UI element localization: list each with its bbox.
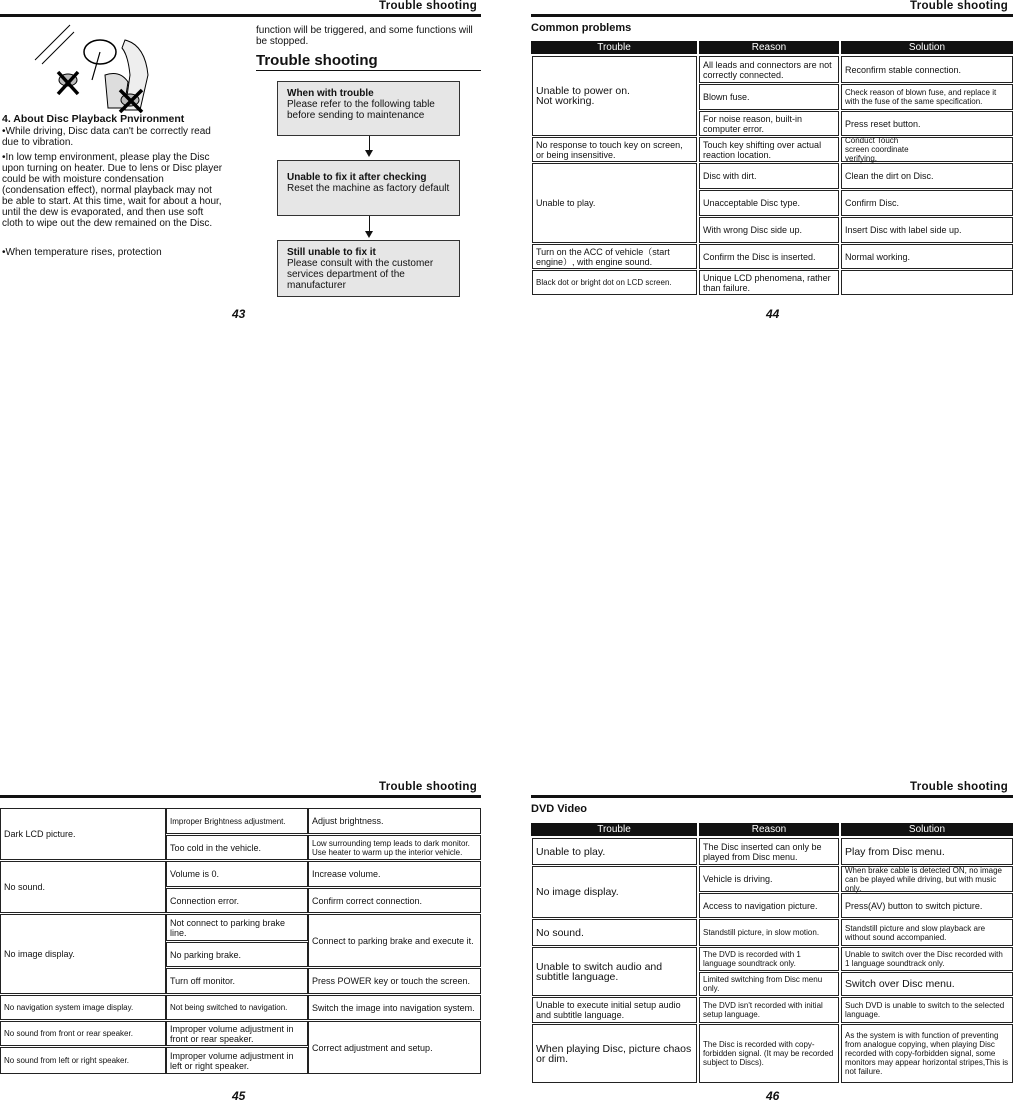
solution-cell: Such DVD is unable to switch to the selected language. — [841, 997, 1013, 1023]
solution-cell: Check reason of blown fuse, and replace it with the fuse of the same specification. — [841, 84, 1013, 110]
trouble-cell: Unable to switch audio and subtitle language. — [532, 947, 697, 996]
section-title: 4. About Disc Playback Pnvironment — [2, 113, 185, 125]
reason-cell: Blown fuse. — [699, 84, 839, 110]
trouble-cell: Dark LCD picture. — [0, 808, 166, 860]
reason-cell: The DVD isn't recorded with initial setup language. — [699, 997, 839, 1023]
trouble-cell: No sound from left or right speaker. — [0, 1047, 166, 1074]
solution-cell: Switch the image into navigation system. — [308, 995, 481, 1020]
reason-cell: Improper volume adjustment in front or rear speaker. — [166, 1021, 308, 1046]
header-title: Trouble shooting — [379, 781, 478, 793]
solution-cell: Standstill picture and slow playback are without sound accompanied. — [841, 919, 1013, 946]
solution-cell: When brake cable is detected ON, no image can be played while driving, but with music only. — [841, 866, 1013, 892]
header-title: Trouble shooting — [910, 0, 1009, 12]
solution-cell: Confirm correct connection. — [308, 888, 481, 913]
solution-cell: Low surrounding temp leads to dark monitor. Use heater to warm up the interior vehicle. — [308, 835, 481, 860]
bullet-text: •When temperature rises, protection — [2, 247, 162, 258]
flow-step — [277, 160, 460, 216]
page-number: 46 — [766, 1089, 780, 1103]
solution-cell: Reconfirm stable connection. — [841, 56, 1013, 83]
reason-cell: Improper volume adjustment in left or right speaker. — [166, 1047, 308, 1074]
flow-arrow — [369, 216, 370, 232]
flow-step-title: Still unable to fix it — [287, 247, 376, 258]
table-title: Common problems — [531, 22, 632, 34]
reason-cell: Disc with dirt. — [699, 163, 839, 189]
flow-arrow — [369, 136, 370, 151]
trouble-cell: No response to touch key on screen, or being insensitive. — [532, 137, 697, 162]
reason-cell: Access to navigation picture. — [699, 893, 839, 918]
car-interior-illustration — [30, 20, 165, 115]
reason-cell: Confirm the Disc is inserted. — [699, 244, 839, 269]
column-header: Reason — [699, 41, 839, 54]
solution-cell: Press reset button. — [841, 111, 1013, 136]
reason-cell: Unacceptable Disc type. — [699, 190, 839, 216]
trouble-cell: Unable to play. — [532, 163, 697, 243]
reason-cell: Not being switched to navigation. — [166, 995, 308, 1020]
trouble-cell: Unable to execute initial setup audio and subtitle language. — [532, 997, 697, 1023]
reason-cell: With wrong Disc side up. — [699, 217, 839, 243]
table-title: DVD Video — [531, 803, 588, 815]
solution-cell: Clean the dirt on Disc. — [841, 163, 1013, 189]
header-rule — [0, 795, 481, 798]
reason-cell: All leads and connectors are not correctly connected. — [699, 56, 839, 83]
solution-cell: Adjust brightness. — [308, 808, 481, 834]
column-header: Solution — [841, 823, 1013, 836]
reason-cell: Not connect to parking brake line. — [166, 914, 308, 941]
solution-cell: Switch over Disc menu. — [841, 972, 1013, 996]
trouble-cell: Turn on the ACC of vehicle（start engine）, with engine sound. — [532, 244, 697, 269]
trouble-cell: Black dot or bright dot on LCD screen. — [532, 270, 697, 295]
header-title: Trouble shooting — [910, 781, 1009, 793]
header-title: Trouble shooting — [379, 0, 478, 12]
header-rule — [531, 795, 1013, 798]
reason-cell: For noise reason, built-in computer error. — [699, 111, 839, 136]
header-rule — [0, 14, 481, 17]
solution-cell: Conduct Touch screen coordinate verifying. — [841, 137, 1013, 162]
continued-text: function will be triggered, and some functions will be stopped. — [256, 25, 473, 47]
solution-cell: Press POWER key or touch the screen. — [308, 968, 481, 994]
page-number: 43 — [232, 307, 246, 321]
page-number: 45 — [232, 1089, 246, 1103]
reason-cell: Volume is 0. — [166, 861, 308, 887]
reason-cell: Unique LCD phenomena, rather than failure. — [699, 270, 839, 295]
flow-step-body: Please refer to the following table before sending to maintenance — [287, 99, 435, 121]
trouble-cell: When playing Disc, picture chaos or dim. — [532, 1024, 697, 1083]
trouble-cell: Unable to power on. Not working. — [532, 56, 697, 136]
solution-cell: Increase volume. — [308, 861, 481, 887]
arrow-down-icon — [365, 231, 373, 238]
header-rule — [531, 14, 1013, 17]
reason-cell: The DVD is recorded with 1 language soundtrack only. — [699, 947, 839, 971]
trouble-cell: No image display. — [532, 866, 697, 918]
solution-cell: Insert Disc with label side up. — [841, 217, 1013, 243]
reason-cell: No parking brake. — [166, 942, 308, 967]
trouble-cell: Unable to play. — [532, 838, 697, 865]
solution-cell: Correct adjustment and setup. — [308, 1021, 481, 1074]
trouble-cell: No navigation system image display. — [0, 995, 166, 1020]
solution-cell: Connect to parking brake and execute it. — [308, 914, 481, 967]
flow-step-body: Please consult with the customer services department of the manufacturer — [287, 258, 434, 291]
trouble-cell: No sound. — [532, 919, 697, 946]
solution-cell: Play from Disc menu. — [841, 838, 1013, 865]
flow-step-title: When with trouble — [287, 88, 374, 99]
column-header: Trouble — [531, 823, 697, 836]
arrow-down-icon — [365, 150, 373, 157]
solution-cell: Unable to switch over the Disc recorded with 1 language soundtrack only. — [841, 947, 1013, 971]
heading-rule — [256, 70, 481, 71]
section-heading: Trouble shooting — [256, 52, 378, 69]
reason-cell: Touch key shifting over actual reaction location. — [699, 137, 839, 162]
flow-step — [277, 240, 460, 297]
solution-cell: Confirm Disc. — [841, 190, 1013, 216]
trouble-cell: No sound from front or rear speaker. — [0, 1021, 166, 1046]
reason-cell: The Disc inserted can only be played from Disc menu. — [699, 838, 839, 865]
flow-step-body: Reset the machine as factory default — [287, 183, 450, 194]
reason-cell: The Disc is recorded with copy-forbidden signal. (It may be recorded subject to Discs). — [699, 1024, 839, 1083]
reason-cell: Standstill picture, in slow motion. — [699, 919, 839, 946]
column-header: Reason — [699, 823, 839, 836]
reason-cell: Turn off monitor. — [166, 968, 308, 994]
solution-cell: Press(AV) button to switch picture. — [841, 893, 1013, 918]
solution-cell: As the system is with function of preventing from analogue copying, when playing Disc recorded with copy-forbidden signal, some monitors may appear horizontal stripes,This is not failure. — [841, 1024, 1013, 1083]
solution-cell — [841, 270, 1013, 295]
flow-step — [277, 81, 460, 136]
reason-cell: Connection error. — [166, 888, 308, 913]
page-number: 44 — [766, 307, 780, 321]
bullet-text: •In low temp environment, please play the Disc upon turning on heater. Due to lens or Disc player could be with moisture condensation (condensation effect), normal playback may not be able to start. At this time, wait for about a hour, until the dew is evaporated, and then use soft cloth to wipe out the dew remained on the Disc. — [2, 152, 223, 229]
column-header: Trouble — [531, 41, 697, 54]
reason-cell: Vehicle is driving. — [699, 866, 839, 892]
trouble-cell: No sound. — [0, 861, 166, 913]
column-header: Solution — [841, 41, 1013, 54]
flow-step-title: Unable to fix it after checking — [287, 172, 427, 183]
reason-cell: Limited switching from Disc menu only. — [699, 972, 839, 996]
reason-cell: Improper Brightness adjustment. — [166, 808, 308, 834]
reason-cell: Too cold in the vehicle. — [166, 835, 308, 860]
bullet-text: •While driving, Disc data can't be correctly read due to vibration. — [2, 126, 211, 148]
trouble-cell: No image display. — [0, 914, 166, 994]
solution-cell: Normal working. — [841, 244, 1013, 269]
